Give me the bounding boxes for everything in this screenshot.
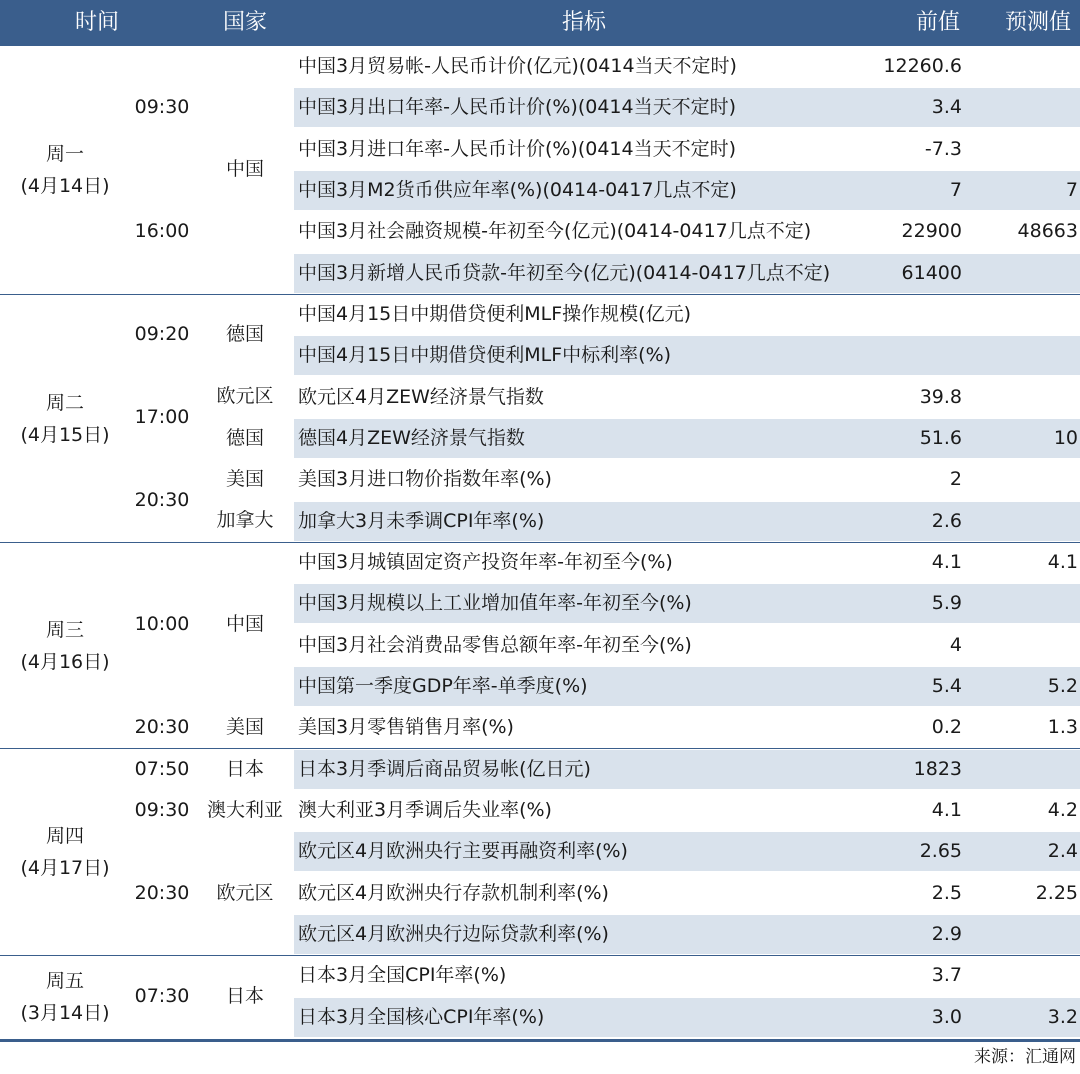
indicator-cell: 中国3月城镇固定资产投资年率-年初至今(%) — [298, 551, 673, 573]
indicator-cell: 中国3月新增人民币贷款-年初至今(亿元)(0414-0417几点不定) — [298, 262, 831, 284]
time-label: 17:00 — [134, 406, 190, 428]
day-date: (4月17日) — [20, 857, 110, 879]
indicator-cell: 欧元区4月欧洲央行主要再融资利率(%) — [298, 840, 628, 862]
time-label: 07:50 — [134, 758, 190, 780]
indicator-cell: 中国3月社会融资规模-年初至今(亿元)(0414-0417几点不定) — [298, 220, 812, 242]
group-divider — [0, 955, 1080, 956]
table-bottom-border — [0, 1039, 1080, 1042]
forecast-value-cell: 7 — [1065, 179, 1078, 201]
header-time: 时间 — [74, 10, 119, 35]
forecast-value-cell: 3.2 — [1047, 1006, 1078, 1028]
prev-value-cell: 5.4 — [931, 675, 962, 697]
day-label-fri — [0, 965, 130, 1029]
forecast-value-cell — [980, 87, 1078, 128]
prev-value-cell: 2.65 — [919, 840, 962, 862]
prev-value-cell: 1823 — [913, 758, 962, 780]
time-label: 20:30 — [134, 882, 190, 904]
indicator-cell: 欧元区4月ZEW经济景气指数 — [298, 386, 544, 408]
prev-value-cell: 3.7 — [931, 964, 962, 986]
forecast-value-cell: 4.2 — [1047, 799, 1078, 821]
day-date: (3月14日) — [20, 1002, 110, 1024]
prev-value-cell: 3.4 — [931, 96, 962, 118]
country-label: 德国 — [225, 323, 264, 345]
day-date: (4月15日) — [20, 424, 110, 446]
day-name: 周二 — [45, 392, 84, 414]
forecast-value-cell: 4.1 — [1047, 551, 1078, 573]
forecast-value-cell — [980, 459, 1078, 500]
day-label-mon — [0, 138, 130, 202]
forecast-value-cell — [980, 955, 1078, 996]
forecast-value-cell — [980, 501, 1078, 542]
day-name: 周四 — [45, 825, 84, 847]
forecast-value-cell — [980, 625, 1078, 666]
time-label: 07:30 — [134, 985, 190, 1007]
indicator-cell: 德国4月ZEW经济景气指数 — [298, 427, 525, 449]
prev-value-cell: 0.2 — [931, 716, 962, 738]
indicator-cell: 中国4月15日中期借贷便利MLF中标利率(%) — [298, 344, 672, 366]
time-label: 16:00 — [134, 220, 190, 242]
day-label-wed — [0, 614, 130, 678]
prev-value-cell: 51.6 — [919, 427, 962, 449]
country-label: 中国 — [225, 158, 264, 180]
indicator-cell: 中国3月社会消费品零售总额年率-年初至今(%) — [298, 634, 692, 656]
indicator-cell: 中国3月规模以上工业增加值年率-年初至今(%) — [298, 592, 692, 614]
prev-value-cell — [860, 294, 962, 335]
prev-value-cell — [860, 335, 962, 376]
prev-value-cell: 7 — [949, 179, 962, 201]
country-label: 德国 — [225, 427, 264, 449]
prev-value-cell: -7.3 — [924, 138, 962, 160]
table-header — [0, 0, 1080, 46]
indicator-cell: 日本3月全国核心CPI年率(%) — [298, 1006, 545, 1028]
prev-value-cell: 61400 — [901, 262, 962, 284]
prev-value-cell: 22900 — [901, 220, 962, 242]
indicator-cell: 中国4月15日中期借贷便利MLF操作规模(亿元) — [298, 303, 691, 325]
prev-value-cell: 5.9 — [931, 592, 962, 614]
day-name: 周五 — [45, 970, 84, 992]
indicator-cell: 澳大利亚3月季调后失业率(%) — [298, 799, 552, 821]
time-label: 10:00 — [134, 613, 190, 635]
source-note: 来源：汇通网 — [974, 1047, 1076, 1067]
forecast-value-cell — [980, 749, 1078, 790]
country-label: 欧元区 — [216, 882, 274, 904]
prev-value-cell: 4.1 — [931, 551, 962, 573]
indicator-cell: 欧元区4月欧洲央行边际贷款利率(%) — [298, 923, 609, 945]
day-name: 周一 — [45, 143, 84, 165]
indicator-cell: 欧元区4月欧洲央行存款机制利率(%) — [298, 882, 609, 904]
header-indicator: 指标 — [561, 10, 606, 35]
time-label: 09:20 — [134, 323, 190, 345]
country-label: 美国 — [225, 468, 264, 490]
prev-value-cell: 39.8 — [919, 386, 962, 408]
indicator-cell: 日本3月季调后商品贸易帐(亿日元) — [298, 758, 591, 780]
country-label: 美国 — [225, 716, 264, 738]
forecast-value-cell: 10 — [1053, 427, 1078, 449]
time-label: 09:30 — [134, 799, 190, 821]
indicator-cell: 中国3月贸易帐-人民币计价(亿元)(0414当天不定时) — [298, 55, 737, 77]
indicator-cell: 美国3月零售销售月率(%) — [298, 716, 514, 738]
forecast-value-cell — [980, 294, 1078, 335]
day-label-tue — [0, 387, 130, 451]
header-prev: 前值 — [915, 10, 960, 35]
forecast-value-cell: 2.25 — [1035, 882, 1078, 904]
forecast-value-cell: 5.2 — [1047, 675, 1078, 697]
forecast-value-cell — [980, 583, 1078, 624]
forecast-value-cell: 2.4 — [1047, 840, 1078, 862]
day-label-thu — [0, 820, 130, 884]
header-country: 国家 — [222, 10, 267, 35]
indicator-cell: 美国3月进口物价指数年率(%) — [298, 468, 552, 490]
day-name: 周三 — [45, 619, 84, 641]
forecast-value-cell — [980, 129, 1078, 170]
time-label: 09:30 — [134, 96, 190, 118]
prev-value-cell: 2 — [949, 468, 962, 490]
prev-value-cell: 3.0 — [931, 1006, 962, 1028]
country-label: 日本 — [225, 758, 264, 780]
prev-value-cell: 2.5 — [931, 882, 962, 904]
country-label: 日本 — [225, 985, 264, 1007]
indicator-cell: 中国第一季度GDP年率-单季度(%) — [298, 675, 588, 697]
forecast-value-cell — [980, 46, 1078, 87]
indicator-cell: 日本3月全国CPI年率(%) — [298, 964, 507, 986]
country-label: 中国 — [225, 613, 264, 635]
forecast-value-cell: 1.3 — [1047, 716, 1078, 738]
group-divider — [0, 542, 1080, 543]
indicator-cell: 中国3月出口年率-人民币计价(%)(0414当天不定时) — [298, 96, 737, 118]
country-label: 澳大利亚 — [206, 799, 283, 821]
country-label: 加拿大 — [216, 509, 274, 531]
country-label: 欧元区 — [216, 385, 274, 407]
indicator-cell: 中国3月进口年率-人民币计价(%)(0414当天不定时) — [298, 138, 737, 160]
forecast-value-cell — [980, 253, 1078, 294]
indicator-cell: 加拿大3月未季调CPI年率(%) — [298, 510, 545, 532]
forecast-value-cell — [980, 914, 1078, 955]
header-forecast: 预测值 — [1004, 10, 1071, 35]
indicator-cell: 中国3月M2货币供应年率(%)(0414-0417几点不定) — [298, 179, 737, 201]
forecast-value-cell — [980, 335, 1078, 376]
prev-value-cell: 12260.6 — [883, 55, 962, 77]
forecast-value-cell: 48663 — [1017, 220, 1078, 242]
time-label: 20:30 — [134, 716, 190, 738]
prev-value-cell: 4.1 — [931, 799, 962, 821]
day-date: (4月14日) — [20, 175, 110, 197]
forecast-value-cell — [980, 377, 1078, 418]
time-label: 20:30 — [134, 489, 190, 511]
prev-value-cell: 4 — [949, 634, 962, 656]
prev-value-cell: 2.9 — [931, 923, 962, 945]
prev-value-cell: 2.6 — [931, 510, 962, 532]
group-divider — [0, 294, 1080, 295]
day-date: (4月16日) — [20, 651, 110, 673]
